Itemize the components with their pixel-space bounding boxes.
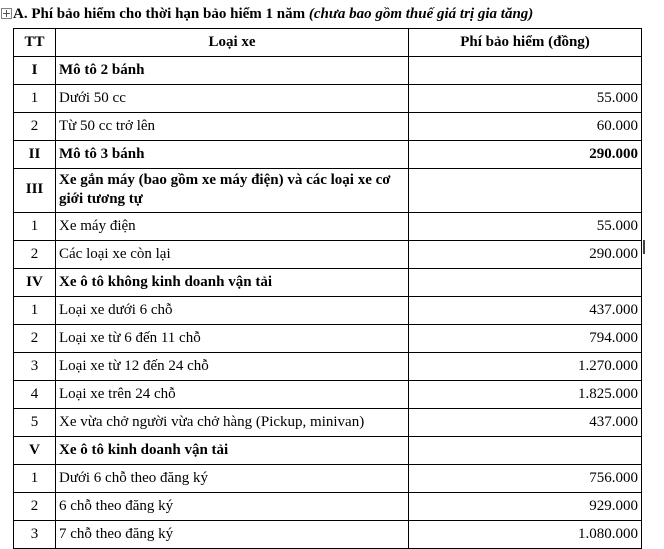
row-tt: 1 <box>14 465 56 493</box>
row-fee: 55.000 <box>409 85 642 113</box>
row-tt: III <box>14 169 56 213</box>
row-tt: 2 <box>14 113 56 141</box>
row-fee: 60.000 <box>409 113 642 141</box>
table-row <box>14 241 642 269</box>
row-fee: 290.000 <box>409 141 642 169</box>
header-tt: TT <box>14 29 56 57</box>
header-vehicle-type: Loại xe <box>56 29 409 57</box>
row-tt: 1 <box>14 85 56 113</box>
row-fee: 929.000 <box>409 493 642 521</box>
table-row <box>14 113 642 141</box>
table-row <box>14 465 642 493</box>
row-fee: 437.000 <box>409 409 642 437</box>
table-row <box>14 213 642 241</box>
row-vehicle-type: Xe ô tô kinh doanh vận tải <box>56 437 409 465</box>
table-row <box>14 85 642 113</box>
table-row <box>14 325 642 353</box>
row-tt: 2 <box>14 241 56 269</box>
row-fee <box>409 169 642 213</box>
table-row <box>14 521 642 549</box>
table-group-row <box>14 141 642 169</box>
row-fee: 1.825.000 <box>409 381 642 409</box>
row-fee: 756.000 <box>409 465 642 493</box>
row-vehicle-type: Dưới 6 chỗ theo đăng ký <box>56 465 409 493</box>
row-vehicle-type: Các loại xe còn lại <box>56 241 409 269</box>
row-vehicle-type: 7 chỗ theo đăng ký <box>56 521 409 549</box>
row-fee <box>409 57 642 85</box>
row-vehicle-type: Loại xe trên 24 chỗ <box>56 381 409 409</box>
row-vehicle-type: Loại xe từ 12 đến 24 chỗ <box>56 353 409 381</box>
table-row <box>14 353 642 381</box>
row-vehicle-type: Mô tô 2 bánh <box>56 57 409 85</box>
row-vehicle-type: Từ 50 cc trở lên <box>56 113 409 141</box>
row-fee: 794.000 <box>409 325 642 353</box>
table-group-row <box>14 57 642 85</box>
insurance-fee-table <box>13 28 642 549</box>
table-row <box>14 297 642 325</box>
row-fee <box>409 269 642 297</box>
row-vehicle-type: Xe vừa chở người vừa chở hàng (Pickup, minivan) <box>56 409 409 437</box>
row-fee: 55.000 <box>409 213 642 241</box>
table-row <box>14 493 642 521</box>
row-vehicle-type: Loại xe dưới 6 chỗ <box>56 297 409 325</box>
row-fee: 1.080.000 <box>409 521 642 549</box>
row-vehicle-type: Xe ô tô không kinh doanh vận tải <box>56 269 409 297</box>
table-group-row <box>14 437 642 465</box>
row-tt: 4 <box>14 381 56 409</box>
header-fee: Phí bảo hiểm (đồng) <box>409 29 642 57</box>
row-tt: 1 <box>14 213 56 241</box>
row-fee: 437.000 <box>409 297 642 325</box>
row-vehicle-type: 6 chỗ theo đăng ký <box>56 493 409 521</box>
column-resize-marker[interactable] <box>643 240 645 254</box>
row-tt: 2 <box>14 325 56 353</box>
title-italic-note: (chưa bao gồm thuế giá trị gia tăng) <box>308 6 534 22</box>
row-tt: I <box>14 57 56 85</box>
row-fee: 1.270.000 <box>409 353 642 381</box>
table-row <box>14 409 642 437</box>
table-group-row <box>14 269 642 297</box>
section-title <box>13 0 533 28</box>
row-tt: 5 <box>14 409 56 437</box>
section-heading <box>0 0 664 28</box>
row-tt: IV <box>14 269 56 297</box>
row-fee: 290.000 <box>409 241 642 269</box>
table-move-handle-icon[interactable] <box>1 8 12 19</box>
title-bold: A. Phí bảo hiểm cho thời hạn bảo hiểm 1 năm <box>13 6 306 22</box>
row-tt: 3 <box>14 521 56 549</box>
table-row <box>14 381 642 409</box>
row-vehicle-type: Xe máy điện <box>56 213 409 241</box>
table-group-row <box>14 169 642 213</box>
row-vehicle-type: Dưới 50 cc <box>56 85 409 113</box>
row-tt: 1 <box>14 297 56 325</box>
row-tt: V <box>14 437 56 465</box>
row-vehicle-type: Xe gắn máy (bao gồm xe máy điện) và các loại xe cơ giới tương tự <box>56 169 409 213</box>
row-tt: 3 <box>14 353 56 381</box>
row-vehicle-type: Mô tô 3 bánh <box>56 141 409 169</box>
row-tt: 2 <box>14 493 56 521</box>
row-vehicle-type: Loại xe từ 6 đến 11 chỗ <box>56 325 409 353</box>
row-tt: II <box>14 141 56 169</box>
row-fee <box>409 437 642 465</box>
table-header-row <box>14 29 642 57</box>
